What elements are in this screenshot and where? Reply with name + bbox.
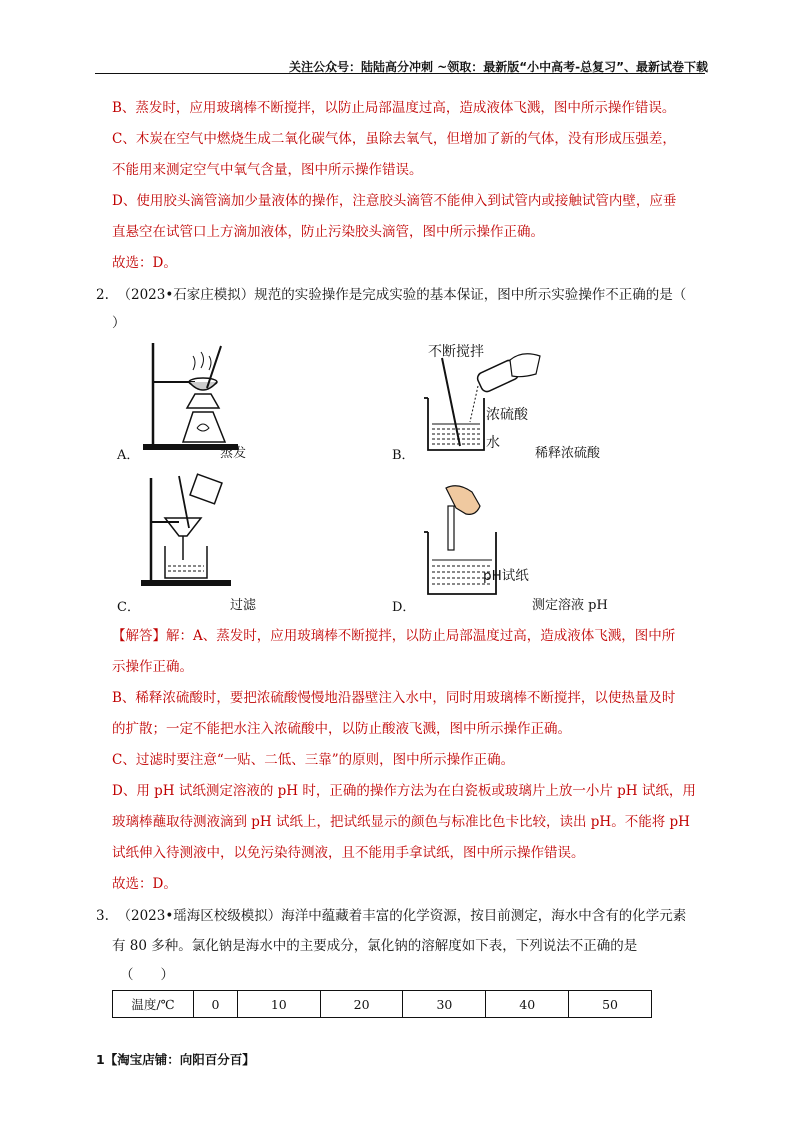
q3-stem-line2: 有 80 多种。氯化钠是海水中的主要成分，氯化钠的溶解度如下表，下列说法不正确的是 [112, 938, 638, 954]
q2-answer-line2: 示操作正确。 [112, 659, 193, 675]
figure-d-ph-label: pH试纸 [483, 568, 529, 584]
q2-answer-b-line1: B、稀释浓硫酸时，要把浓硫酸慢慢地沿器壁注入水中，同时用玻璃棒不断搅拌，以使热量及时 [112, 690, 676, 706]
q2-answer-line1 [112, 626, 708, 646]
q2-answer-choice: 故选：D。 [112, 876, 177, 892]
q2-answer-d-line1: D、用 pH 试纸测定溶液的 pH 时，正确的操作方法为在白瓷板或玻璃片上放一小片 pH 试纸，用 [112, 783, 696, 799]
figure-a-evaporation [135, 338, 245, 458]
q2-option-d-letter: D． [392, 600, 416, 615]
q2-option-b-caption: 稀释浓硫酸 [535, 446, 601, 461]
q2-answer-a-text: 解：A、蒸发时，应用玻璃棒不断搅拌，以防止局部温度过高，造成液体飞溅，图中所 [166, 628, 676, 644]
figure-b-water-label: 水 [486, 435, 500, 451]
table-cell: 50 [569, 991, 652, 1018]
figure-c-filtration [135, 470, 245, 595]
page-header: 关注公众号：陆陆高分冲刺 ~领取：最新版“小中高考-总复习”、最新试卷下载 [289, 60, 708, 74]
q3-stem-text: （2023•瑶海区校级模拟）海洋中蕴藏着丰富的化学资源，按目前测定，海水中含有的化学元素 [117, 908, 687, 924]
table-cell: 20 [320, 991, 403, 1018]
q2-stem-line2: ） [112, 315, 126, 331]
q2-answer-c: C、过滤时要注意“一贴、二低、三靠”的原则，图中所示操作正确。 [112, 752, 515, 768]
table-cell: 10 [237, 991, 320, 1018]
q3-number: 3. [96, 908, 109, 924]
q2-number: 2. [96, 287, 109, 303]
q2-option-b-letter: B． [392, 448, 415, 463]
prev-answer-choice: 故选：D。 [112, 255, 177, 271]
q2-stem-line1 [96, 285, 686, 305]
figure-d-ph-test [418, 482, 513, 602]
header-divider [95, 73, 705, 74]
answer-tag: 【解答】 [112, 628, 166, 644]
q3-stem-line1 [96, 906, 686, 926]
page-footer: 1【淘宝店铺：向阳百分百】 [96, 1052, 255, 1067]
q3-stem-line3: （ ） [120, 967, 174, 983]
solubility-table [112, 990, 652, 1018]
prev-answer-d-line1: D、使用胶头滴管滴加少量液体的操作，注意胶头滴管不能伸入到试管内或接触试管内壁，应垂 [112, 193, 677, 209]
q2-option-a-caption: 蒸发 [220, 446, 247, 461]
q2-option-c-letter: C． [117, 600, 140, 615]
prev-answer-c-line1: C、木炭在空气中燃烧生成二氧化碳气体，虽除去氧气，但增加了新的气体，没有形成压强差， [112, 131, 676, 147]
q2-option-a-letter: A． [117, 448, 140, 463]
q2-stem-text: （2023•石家庄模拟）规范的实验操作是完成实验的基本保证，图中所示实验操作不正确的是（ [117, 287, 687, 303]
prev-answer-b: B、蒸发时，应用玻璃棒不断搅拌，以防止局部温度过高，造成液体飞溅，图中所示操作错误。 [112, 100, 676, 116]
table-cell: 0 [194, 991, 238, 1018]
q2-option-c-caption: 过滤 [230, 598, 257, 613]
prev-answer-d-line2: 直悬空在试管口上方滴加液体，防止污染胶头滴管，图中所示操作正确。 [112, 224, 544, 240]
table-header-cell: 温度/℃ [113, 991, 194, 1018]
table-cell: 30 [403, 991, 486, 1018]
prev-answer-c-line2: 不能用来测定空气中氧气含量，图中所示操作错误。 [112, 162, 423, 178]
q2-option-d-caption: 测定溶液 pH [532, 598, 608, 613]
q2-answer-b-line2: 的扩散；一定不能把水注入浓硫酸中，以防止酸液飞溅，图中所示操作正确。 [112, 721, 571, 737]
figure-b-acid-label: 浓硫酸 [486, 407, 528, 423]
table-row [113, 991, 652, 1018]
q2-answer-d-line3: 试纸伸入待测液中，以免污染待测液，且不能用手拿试纸，图中所示操作错误。 [112, 845, 585, 861]
figure-b-stir-label: 不断搅拌 [428, 344, 484, 360]
table-cell: 40 [486, 991, 569, 1018]
q2-answer-d-line2: 玻璃棒蘸取待测液滴到 pH 试纸上，把试纸显示的颜色与标准比色卡比较，读出 pH。不能将 pH [112, 814, 690, 830]
